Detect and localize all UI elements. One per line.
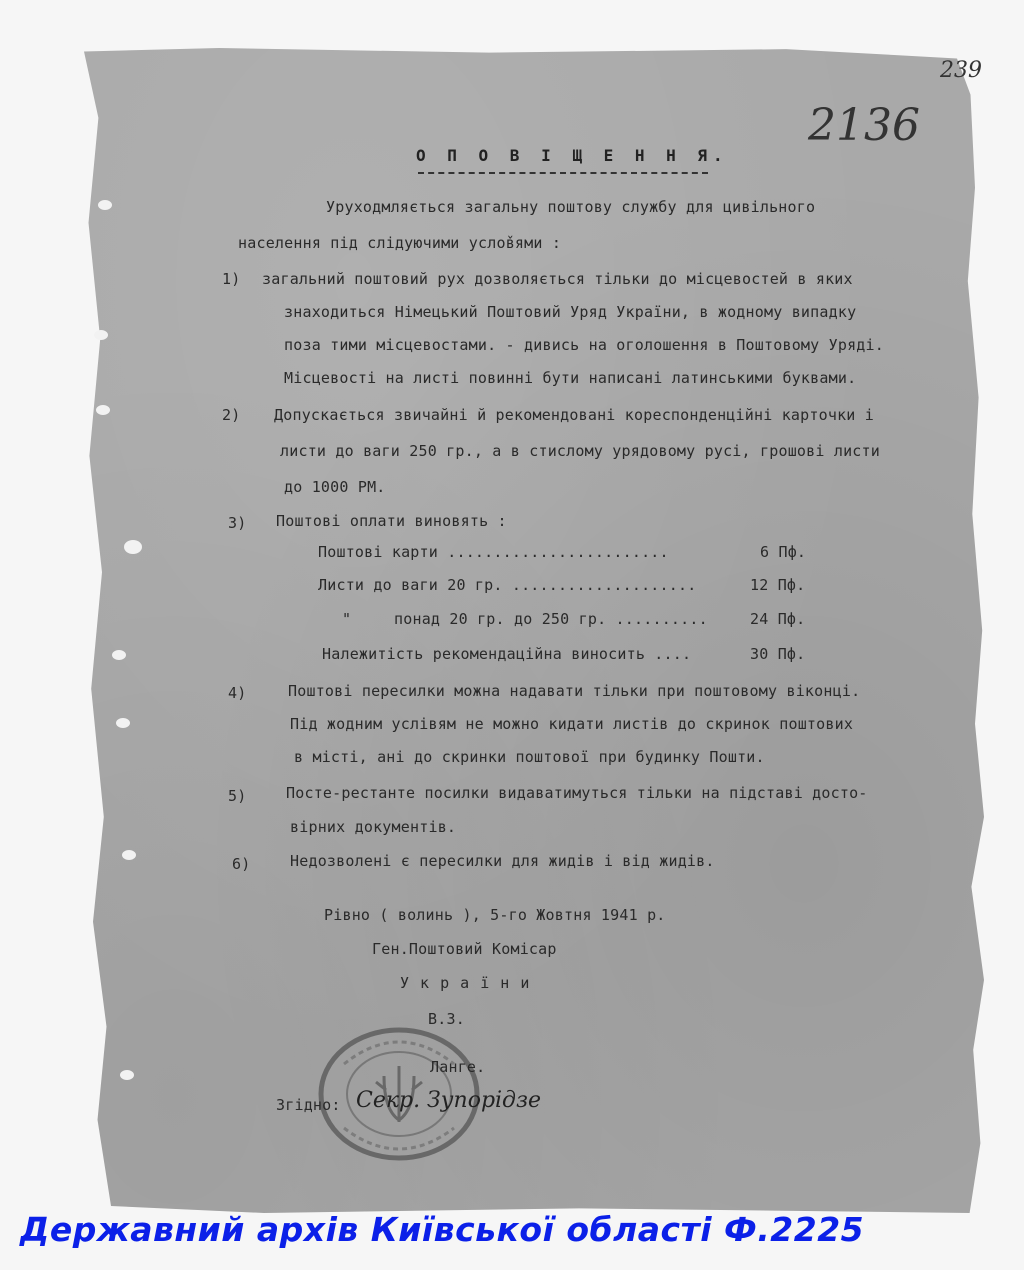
item-text: Допускається звичайні й рекомендовані кореспонденційні карточки і xyxy=(274,406,874,424)
rate-value: 6 Пф. xyxy=(760,543,807,561)
item-text: вірних документів. xyxy=(290,818,457,836)
rate-label: понад 20 гр. до 250 гр. .......... xyxy=(394,610,708,628)
item-text: до 1000 РМ. xyxy=(284,478,386,496)
punch-hole xyxy=(112,650,126,660)
handwritten-number: 2136 xyxy=(808,100,920,151)
corner-number: 239 xyxy=(940,58,982,83)
punch-hole xyxy=(98,200,112,210)
rate-value: 24 Пф. xyxy=(750,610,806,628)
commissar-title: Ген.Поштовий Комісар xyxy=(372,940,557,958)
rate-value: 30 Пф. xyxy=(750,645,806,663)
item-text: Поштові пересилки можна надавати тільки при поштовому віконці. xyxy=(288,682,861,700)
document-title: О П О В І Щ Е Н Н Я. xyxy=(416,146,729,165)
ditto-mark: " xyxy=(342,610,352,628)
punch-hole xyxy=(120,1070,134,1080)
item-text: Недозволені є пересилки для жидів і від жидів. xyxy=(290,852,715,870)
initials: В.З. xyxy=(428,1010,465,1028)
place-date: Рівно ( волинь ), 5-го Жовтня 1941 р. xyxy=(324,906,666,924)
rate-value: 12 Пф. xyxy=(750,576,806,594)
rate-label: Поштові карти ........................ xyxy=(318,543,669,561)
intro-line: населення під слідуючими услов̌ями : xyxy=(238,234,562,252)
item-text: Посте-рестанте посилки видаватимуться тільки на підставі досто- xyxy=(286,784,868,802)
signer-name: Ланге. xyxy=(430,1058,486,1076)
punch-hole xyxy=(116,718,130,728)
title-underline xyxy=(418,172,708,174)
document-page xyxy=(84,48,984,1213)
item-number: 2) xyxy=(222,406,241,424)
item-text: в місті, ані до скринки поштової при будинку Пошти. xyxy=(294,748,765,766)
item-number: 1) xyxy=(222,270,241,288)
rate-label: Належитість рекомендаційна виносить .... xyxy=(322,645,692,663)
item-text: Поштові оплати виновять : xyxy=(276,512,507,530)
item-number: 4) xyxy=(228,684,247,702)
agree-label: Згідно: xyxy=(276,1096,341,1114)
punch-hole xyxy=(122,850,136,860)
item-number: 5) xyxy=(228,787,247,805)
item-number: 3) xyxy=(228,514,247,532)
punch-hole xyxy=(94,330,108,340)
item-text: загальний поштовий рух дозволяється тільки до місцевостей в яких xyxy=(262,270,853,288)
rate-label: Листи до ваги 20 гр. .................... xyxy=(318,576,697,594)
item-text: листи до ваги 250 гр., а в стислому урядовому русі, грошові листи xyxy=(280,442,880,460)
item-number: 6) xyxy=(232,855,251,873)
punch-hole xyxy=(124,540,142,554)
archive-watermark: Державний архів Київської області Ф.2225 xyxy=(20,1210,865,1249)
item-text: знаходиться Німецький Поштовий Уряд України, в жодному випадку xyxy=(284,303,857,321)
intro-line: Уруходмляється загальну поштову службу для цивільного xyxy=(326,198,816,216)
punch-hole xyxy=(96,405,110,415)
item-text: Місцевості на листі повинні бути написані латинськими буквами. xyxy=(284,369,857,387)
item-text: Під жодним услівям не можно кидати листів до скринок поштових xyxy=(290,715,854,733)
handwritten-signature: Секр. Зупорідзе xyxy=(356,1088,542,1113)
country-name: У к р а ї н и xyxy=(400,974,531,992)
item-text: поза тими місцевостами. - дивись на оголошення в Поштовому Уряді. xyxy=(284,336,884,354)
